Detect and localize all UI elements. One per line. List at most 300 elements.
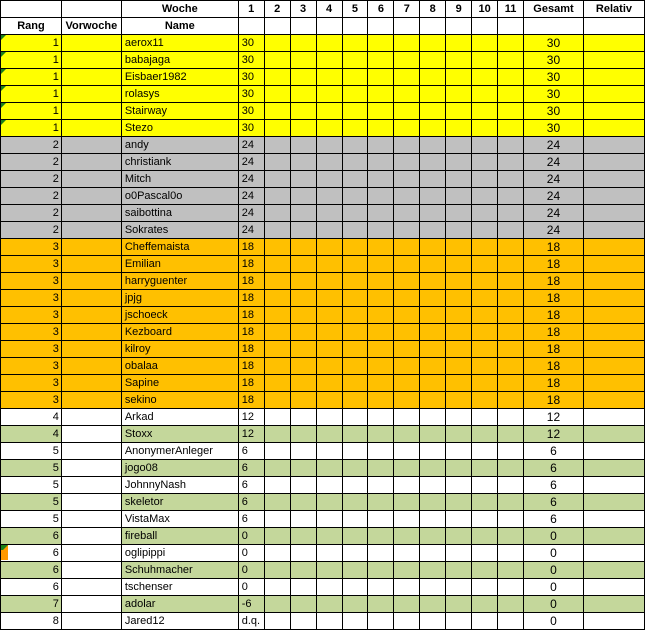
week-2-cell[interactable]: [264, 205, 290, 222]
week-7-cell[interactable]: [394, 528, 420, 545]
relativ-cell[interactable]: [583, 137, 644, 154]
week-1-cell[interactable]: 30: [238, 86, 264, 103]
week-4-cell[interactable]: [316, 154, 342, 171]
week-8-cell[interactable]: [420, 528, 446, 545]
week-4-cell[interactable]: [316, 120, 342, 137]
week-5-cell[interactable]: [342, 154, 368, 171]
week-8-cell[interactable]: [420, 103, 446, 120]
week-8-cell[interactable]: [420, 375, 446, 392]
week-3-cell[interactable]: [290, 426, 316, 443]
week-9-cell[interactable]: [446, 528, 472, 545]
header-sub-blank[interactable]: [316, 18, 342, 35]
week-10-cell[interactable]: [472, 290, 498, 307]
week-9-cell[interactable]: [446, 613, 472, 630]
header-week-9[interactable]: 9: [446, 1, 472, 18]
week-10-cell[interactable]: [472, 358, 498, 375]
week-6-cell[interactable]: [368, 69, 394, 86]
week-10-cell[interactable]: [472, 154, 498, 171]
week-2-cell[interactable]: [264, 86, 290, 103]
week-10-cell[interactable]: [472, 137, 498, 154]
gesamt-cell[interactable]: 24: [524, 171, 584, 188]
week-1-cell[interactable]: 6: [238, 443, 264, 460]
week-10-cell[interactable]: [472, 86, 498, 103]
week-5-cell[interactable]: [342, 579, 368, 596]
gesamt-cell[interactable]: 24: [524, 137, 584, 154]
gesamt-cell[interactable]: 18: [524, 358, 584, 375]
rang-cell[interactable]: 6: [1, 545, 62, 562]
week-7-cell[interactable]: [394, 613, 420, 630]
week-11-cell[interactable]: [498, 460, 524, 477]
week-6-cell[interactable]: [368, 460, 394, 477]
gesamt-cell[interactable]: 18: [524, 290, 584, 307]
week-7-cell[interactable]: [394, 460, 420, 477]
gesamt-cell[interactable]: 30: [524, 120, 584, 137]
name-cell[interactable]: Arkad: [121, 409, 238, 426]
week-9-cell[interactable]: [446, 120, 472, 137]
week-6-cell[interactable]: [368, 341, 394, 358]
week-8-cell[interactable]: [420, 579, 446, 596]
week-1-cell[interactable]: 6: [238, 460, 264, 477]
week-6-cell[interactable]: [368, 239, 394, 256]
vorwoche-cell[interactable]: [61, 511, 121, 528]
week-8-cell[interactable]: [420, 137, 446, 154]
name-cell[interactable]: Sokrates: [121, 222, 238, 239]
week-9-cell[interactable]: [446, 426, 472, 443]
week-2-cell[interactable]: [264, 511, 290, 528]
name-cell[interactable]: o0Pascal0o: [121, 188, 238, 205]
rang-cell[interactable]: 5: [1, 494, 62, 511]
week-4-cell[interactable]: [316, 307, 342, 324]
week-9-cell[interactable]: [446, 341, 472, 358]
rang-cell[interactable]: 3: [1, 307, 62, 324]
name-cell[interactable]: JohnnyNash: [121, 477, 238, 494]
relativ-cell[interactable]: [583, 256, 644, 273]
week-9-cell[interactable]: [446, 477, 472, 494]
week-1-cell[interactable]: 12: [238, 426, 264, 443]
week-4-cell[interactable]: [316, 443, 342, 460]
week-8-cell[interactable]: [420, 171, 446, 188]
name-cell[interactable]: andy: [121, 137, 238, 154]
rang-cell[interactable]: 3: [1, 256, 62, 273]
week-9-cell[interactable]: [446, 562, 472, 579]
week-8-cell[interactable]: [420, 562, 446, 579]
week-11-cell[interactable]: [498, 52, 524, 69]
week-6-cell[interactable]: [368, 52, 394, 69]
rang-cell[interactable]: 3: [1, 273, 62, 290]
week-10-cell[interactable]: [472, 35, 498, 52]
week-11-cell[interactable]: [498, 443, 524, 460]
rang-cell[interactable]: 6: [1, 528, 62, 545]
vorwoche-cell[interactable]: [61, 562, 121, 579]
week-2-cell[interactable]: [264, 35, 290, 52]
week-8-cell[interactable]: [420, 545, 446, 562]
week-6-cell[interactable]: [368, 205, 394, 222]
week-11-cell[interactable]: [498, 239, 524, 256]
week-2-cell[interactable]: [264, 409, 290, 426]
week-10-cell[interactable]: [472, 341, 498, 358]
vorwoche-cell[interactable]: [61, 596, 121, 613]
week-10-cell[interactable]: [472, 392, 498, 409]
vorwoche-cell[interactable]: [61, 154, 121, 171]
week-1-cell[interactable]: 18: [238, 290, 264, 307]
week-7-cell[interactable]: [394, 579, 420, 596]
week-9-cell[interactable]: [446, 579, 472, 596]
header-week-6[interactable]: 6: [368, 1, 394, 18]
gesamt-cell[interactable]: 12: [524, 426, 584, 443]
header-sub-blank[interactable]: [524, 18, 584, 35]
week-2-cell[interactable]: [264, 562, 290, 579]
vorwoche-cell[interactable]: [61, 188, 121, 205]
header-gesamt[interactable]: Gesamt: [524, 1, 584, 18]
rang-cell[interactable]: 2: [1, 137, 62, 154]
gesamt-cell[interactable]: 24: [524, 222, 584, 239]
week-7-cell[interactable]: [394, 35, 420, 52]
week-10-cell[interactable]: [472, 324, 498, 341]
gesamt-cell[interactable]: 0: [524, 528, 584, 545]
week-7-cell[interactable]: [394, 426, 420, 443]
gesamt-cell[interactable]: 6: [524, 494, 584, 511]
vorwoche-cell[interactable]: [61, 579, 121, 596]
week-8-cell[interactable]: [420, 86, 446, 103]
header-week-4[interactable]: 4: [316, 1, 342, 18]
gesamt-cell[interactable]: 6: [524, 460, 584, 477]
week-1-cell[interactable]: 18: [238, 341, 264, 358]
relativ-cell[interactable]: [583, 273, 644, 290]
week-1-cell[interactable]: 0: [238, 545, 264, 562]
week-11-cell[interactable]: [498, 120, 524, 137]
week-9-cell[interactable]: [446, 137, 472, 154]
rang-cell[interactable]: 5: [1, 443, 62, 460]
week-7-cell[interactable]: [394, 86, 420, 103]
week-6-cell[interactable]: [368, 137, 394, 154]
week-10-cell[interactable]: [472, 239, 498, 256]
gesamt-cell[interactable]: 18: [524, 307, 584, 324]
gesamt-cell[interactable]: 6: [524, 443, 584, 460]
week-2-cell[interactable]: [264, 392, 290, 409]
week-4-cell[interactable]: [316, 256, 342, 273]
rang-cell[interactable]: 1: [1, 86, 62, 103]
vorwoche-cell[interactable]: [61, 273, 121, 290]
week-7-cell[interactable]: [394, 545, 420, 562]
week-1-cell[interactable]: 18: [238, 358, 264, 375]
week-5-cell[interactable]: [342, 409, 368, 426]
week-1-cell[interactable]: 18: [238, 256, 264, 273]
week-4-cell[interactable]: [316, 205, 342, 222]
week-6-cell[interactable]: [368, 494, 394, 511]
week-2-cell[interactable]: [264, 426, 290, 443]
rang-cell[interactable]: 5: [1, 477, 62, 494]
week-5-cell[interactable]: [342, 273, 368, 290]
gesamt-cell[interactable]: 0: [524, 613, 584, 630]
header-sub-blank[interactable]: [394, 18, 420, 35]
week-3-cell[interactable]: [290, 137, 316, 154]
week-10-cell[interactable]: [472, 103, 498, 120]
relativ-cell[interactable]: [583, 120, 644, 137]
relativ-cell[interactable]: [583, 86, 644, 103]
week-7-cell[interactable]: [394, 222, 420, 239]
week-2-cell[interactable]: [264, 443, 290, 460]
week-11-cell[interactable]: [498, 545, 524, 562]
gesamt-cell[interactable]: 30: [524, 35, 584, 52]
week-3-cell[interactable]: [290, 443, 316, 460]
vorwoche-cell[interactable]: [61, 477, 121, 494]
week-2-cell[interactable]: [264, 52, 290, 69]
week-4-cell[interactable]: [316, 426, 342, 443]
week-11-cell[interactable]: [498, 511, 524, 528]
header-week-11[interactable]: 11: [498, 1, 524, 18]
week-9-cell[interactable]: [446, 392, 472, 409]
gesamt-cell[interactable]: 6: [524, 477, 584, 494]
gesamt-cell[interactable]: 18: [524, 341, 584, 358]
rang-cell[interactable]: 2: [1, 171, 62, 188]
week-3-cell[interactable]: [290, 375, 316, 392]
week-5-cell[interactable]: [342, 341, 368, 358]
name-cell[interactable]: Stezo: [121, 120, 238, 137]
week-6-cell[interactable]: [368, 256, 394, 273]
week-11-cell[interactable]: [498, 324, 524, 341]
header-blank-vorwoche[interactable]: [61, 1, 121, 18]
week-5-cell[interactable]: [342, 443, 368, 460]
week-3-cell[interactable]: [290, 324, 316, 341]
week-8-cell[interactable]: [420, 307, 446, 324]
week-4-cell[interactable]: [316, 222, 342, 239]
relativ-cell[interactable]: [583, 545, 644, 562]
week-2-cell[interactable]: [264, 494, 290, 511]
week-7-cell[interactable]: [394, 358, 420, 375]
name-cell[interactable]: Emilian: [121, 256, 238, 273]
week-7-cell[interactable]: [394, 511, 420, 528]
week-2-cell[interactable]: [264, 120, 290, 137]
vorwoche-cell[interactable]: [61, 358, 121, 375]
relativ-cell[interactable]: [583, 103, 644, 120]
week-6-cell[interactable]: [368, 579, 394, 596]
gesamt-cell[interactable]: 30: [524, 86, 584, 103]
gesamt-cell[interactable]: 0: [524, 596, 584, 613]
week-6-cell[interactable]: [368, 103, 394, 120]
week-11-cell[interactable]: [498, 562, 524, 579]
gesamt-cell[interactable]: 18: [524, 375, 584, 392]
week-10-cell[interactable]: [472, 205, 498, 222]
week-6-cell[interactable]: [368, 477, 394, 494]
week-4-cell[interactable]: [316, 409, 342, 426]
week-11-cell[interactable]: [498, 596, 524, 613]
rang-cell[interactable]: 1: [1, 35, 62, 52]
week-5-cell[interactable]: [342, 375, 368, 392]
vorwoche-cell[interactable]: [61, 137, 121, 154]
week-7-cell[interactable]: [394, 256, 420, 273]
week-4-cell[interactable]: [316, 460, 342, 477]
week-9-cell[interactable]: [446, 443, 472, 460]
week-3-cell[interactable]: [290, 86, 316, 103]
rang-cell[interactable]: 2: [1, 188, 62, 205]
week-5-cell[interactable]: [342, 477, 368, 494]
rang-cell[interactable]: 6: [1, 579, 62, 596]
week-5-cell[interactable]: [342, 307, 368, 324]
week-7-cell[interactable]: [394, 69, 420, 86]
week-11-cell[interactable]: [498, 528, 524, 545]
week-8-cell[interactable]: [420, 35, 446, 52]
relativ-cell[interactable]: [583, 392, 644, 409]
relativ-cell[interactable]: [583, 222, 644, 239]
week-9-cell[interactable]: [446, 35, 472, 52]
gesamt-cell[interactable]: 0: [524, 579, 584, 596]
week-5-cell[interactable]: [342, 188, 368, 205]
week-5-cell[interactable]: [342, 239, 368, 256]
week-9-cell[interactable]: [446, 188, 472, 205]
week-4-cell[interactable]: [316, 562, 342, 579]
week-10-cell[interactable]: [472, 52, 498, 69]
week-7-cell[interactable]: [394, 307, 420, 324]
header-sub-blank[interactable]: [472, 18, 498, 35]
name-cell[interactable]: Kezboard: [121, 324, 238, 341]
week-9-cell[interactable]: [446, 511, 472, 528]
vorwoche-cell[interactable]: [61, 613, 121, 630]
week-10-cell[interactable]: [472, 613, 498, 630]
week-1-cell[interactable]: 18: [238, 324, 264, 341]
vorwoche-cell[interactable]: [61, 375, 121, 392]
vorwoche-cell[interactable]: [61, 545, 121, 562]
rang-cell[interactable]: 4: [1, 409, 62, 426]
week-11-cell[interactable]: [498, 358, 524, 375]
rang-cell[interactable]: 2: [1, 205, 62, 222]
week-7-cell[interactable]: [394, 409, 420, 426]
week-6-cell[interactable]: [368, 171, 394, 188]
week-8-cell[interactable]: [420, 477, 446, 494]
name-cell[interactable]: jogo08: [121, 460, 238, 477]
vorwoche-cell[interactable]: [61, 103, 121, 120]
week-4-cell[interactable]: [316, 596, 342, 613]
week-6-cell[interactable]: [368, 596, 394, 613]
week-1-cell[interactable]: 24: [238, 171, 264, 188]
gesamt-cell[interactable]: 18: [524, 256, 584, 273]
week-11-cell[interactable]: [498, 426, 524, 443]
week-8-cell[interactable]: [420, 239, 446, 256]
week-1-cell[interactable]: 24: [238, 205, 264, 222]
week-8-cell[interactable]: [420, 409, 446, 426]
week-3-cell[interactable]: [290, 35, 316, 52]
gesamt-cell[interactable]: 30: [524, 52, 584, 69]
week-4-cell[interactable]: [316, 35, 342, 52]
week-7-cell[interactable]: [394, 205, 420, 222]
week-4-cell[interactable]: [316, 579, 342, 596]
relativ-cell[interactable]: [583, 443, 644, 460]
week-3-cell[interactable]: [290, 120, 316, 137]
week-8-cell[interactable]: [420, 460, 446, 477]
relativ-cell[interactable]: [583, 188, 644, 205]
header-sub-blank[interactable]: [446, 18, 472, 35]
week-10-cell[interactable]: [472, 545, 498, 562]
week-3-cell[interactable]: [290, 477, 316, 494]
week-10-cell[interactable]: [472, 120, 498, 137]
name-cell[interactable]: VistaMax: [121, 511, 238, 528]
vorwoche-cell[interactable]: [61, 239, 121, 256]
week-7-cell[interactable]: [394, 137, 420, 154]
gesamt-cell[interactable]: 6: [524, 511, 584, 528]
week-11-cell[interactable]: [498, 341, 524, 358]
week-4-cell[interactable]: [316, 511, 342, 528]
week-3-cell[interactable]: [290, 205, 316, 222]
relativ-cell[interactable]: [583, 613, 644, 630]
vorwoche-cell[interactable]: [61, 52, 121, 69]
week-1-cell[interactable]: d.q.: [238, 613, 264, 630]
week-2-cell[interactable]: [264, 103, 290, 120]
week-6-cell[interactable]: [368, 222, 394, 239]
week-8-cell[interactable]: [420, 392, 446, 409]
week-8-cell[interactable]: [420, 188, 446, 205]
gesamt-cell[interactable]: 12: [524, 409, 584, 426]
name-cell[interactable]: AnonymerAnleger: [121, 443, 238, 460]
header-woche[interactable]: Woche: [121, 1, 238, 18]
week-11-cell[interactable]: [498, 477, 524, 494]
rang-cell[interactable]: 3: [1, 239, 62, 256]
vorwoche-cell[interactable]: [61, 205, 121, 222]
week-10-cell[interactable]: [472, 409, 498, 426]
week-5-cell[interactable]: [342, 596, 368, 613]
relativ-cell[interactable]: [583, 596, 644, 613]
week-9-cell[interactable]: [446, 358, 472, 375]
header-week-7[interactable]: 7: [394, 1, 420, 18]
gesamt-cell[interactable]: 30: [524, 69, 584, 86]
week-8-cell[interactable]: [420, 120, 446, 137]
week-3-cell[interactable]: [290, 239, 316, 256]
week-2-cell[interactable]: [264, 307, 290, 324]
week-4-cell[interactable]: [316, 528, 342, 545]
week-8-cell[interactable]: [420, 494, 446, 511]
week-3-cell[interactable]: [290, 290, 316, 307]
name-cell[interactable]: tschenser: [121, 579, 238, 596]
relativ-cell[interactable]: [583, 426, 644, 443]
relativ-cell[interactable]: [583, 579, 644, 596]
week-5-cell[interactable]: [342, 52, 368, 69]
week-10-cell[interactable]: [472, 460, 498, 477]
week-7-cell[interactable]: [394, 341, 420, 358]
rang-cell[interactable]: 2: [1, 222, 62, 239]
gesamt-cell[interactable]: 18: [524, 239, 584, 256]
week-1-cell[interactable]: 18: [238, 239, 264, 256]
week-6-cell[interactable]: [368, 188, 394, 205]
rang-cell[interactable]: 6: [1, 562, 62, 579]
vorwoche-cell[interactable]: [61, 307, 121, 324]
week-8-cell[interactable]: [420, 69, 446, 86]
week-9-cell[interactable]: [446, 52, 472, 69]
week-1-cell[interactable]: 6: [238, 477, 264, 494]
week-4-cell[interactable]: [316, 324, 342, 341]
week-10-cell[interactable]: [472, 222, 498, 239]
week-11-cell[interactable]: [498, 137, 524, 154]
gesamt-cell[interactable]: 0: [524, 545, 584, 562]
week-5-cell[interactable]: [342, 171, 368, 188]
week-9-cell[interactable]: [446, 596, 472, 613]
name-cell[interactable]: Stairway: [121, 103, 238, 120]
relativ-cell[interactable]: [583, 154, 644, 171]
week-9-cell[interactable]: [446, 239, 472, 256]
week-1-cell[interactable]: 0: [238, 562, 264, 579]
week-2-cell[interactable]: [264, 545, 290, 562]
week-4-cell[interactable]: [316, 358, 342, 375]
week-4-cell[interactable]: [316, 392, 342, 409]
week-6-cell[interactable]: [368, 409, 394, 426]
week-3-cell[interactable]: [290, 273, 316, 290]
relativ-cell[interactable]: [583, 69, 644, 86]
week-6-cell[interactable]: [368, 375, 394, 392]
week-6-cell[interactable]: [368, 426, 394, 443]
week-9-cell[interactable]: [446, 409, 472, 426]
header-week-5[interactable]: 5: [342, 1, 368, 18]
rang-cell[interactable]: 1: [1, 69, 62, 86]
relativ-cell[interactable]: [583, 52, 644, 69]
week-11-cell[interactable]: [498, 86, 524, 103]
week-11-cell[interactable]: [498, 256, 524, 273]
